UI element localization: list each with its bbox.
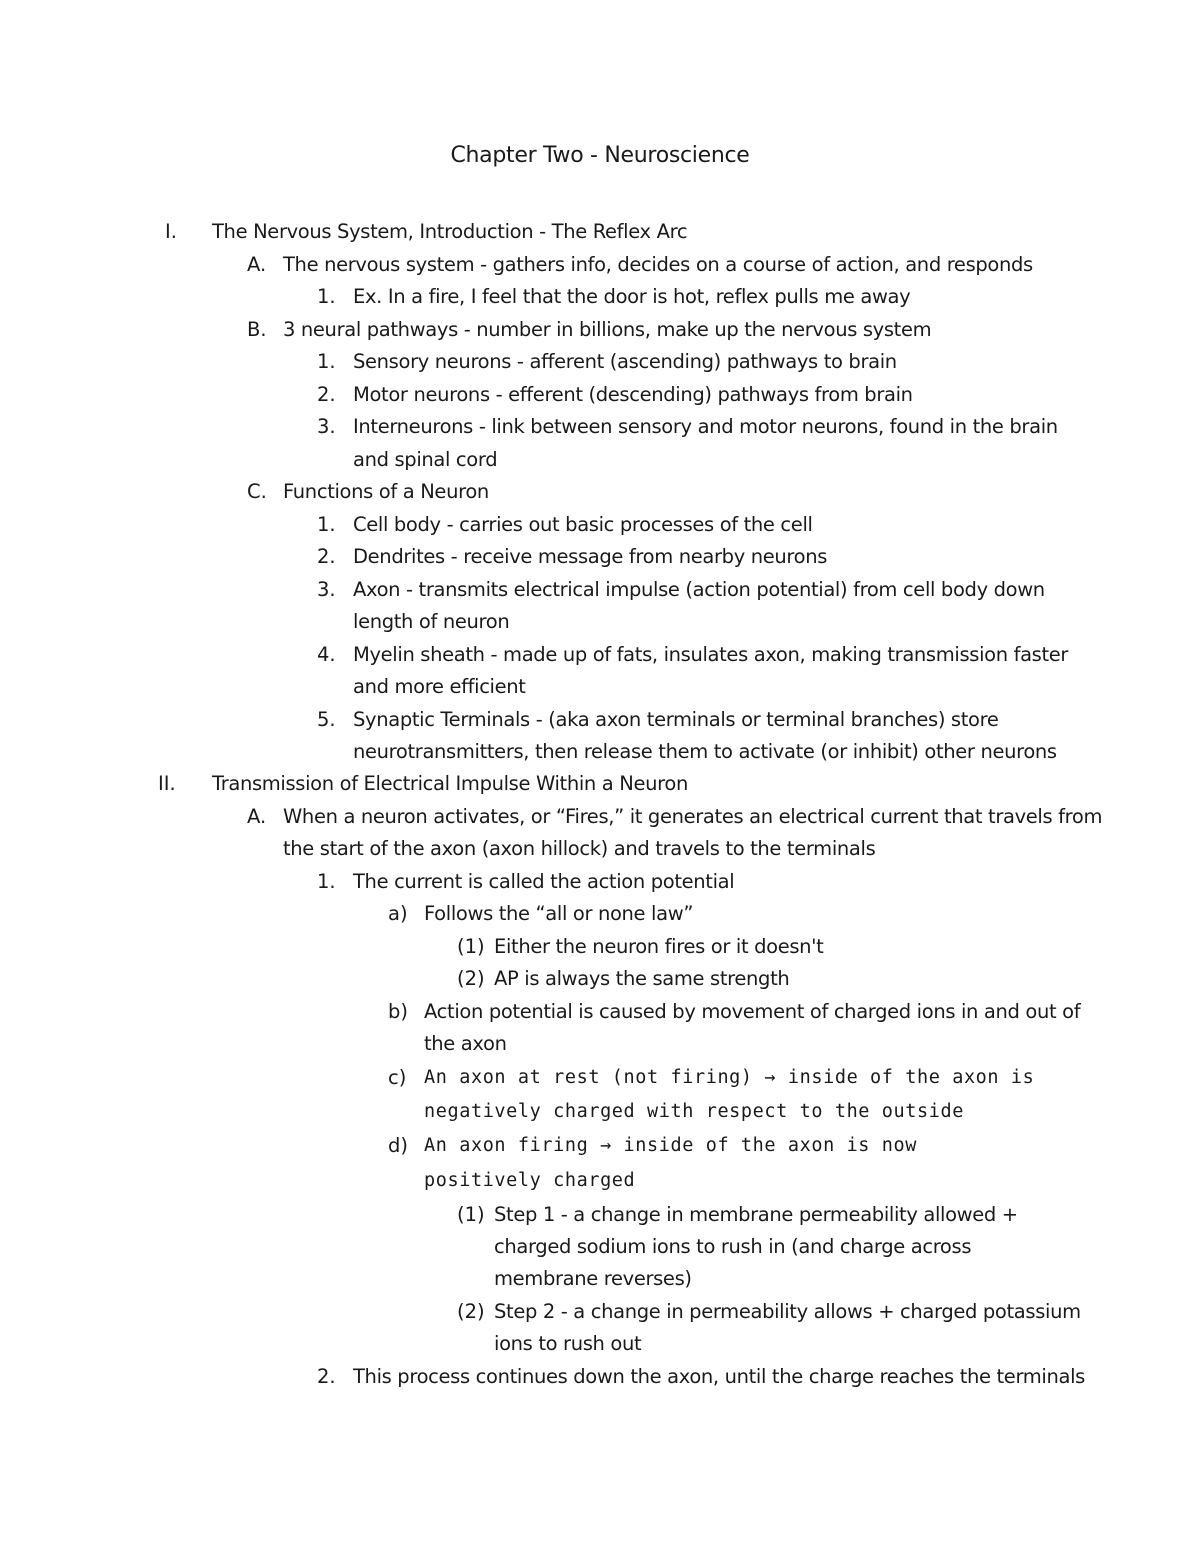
page-title: Chapter Two - Neuroscience: [450, 143, 750, 168]
outline-item: Cell body - carries out basic processes of the cell: [353, 513, 813, 536]
outline-marker: a): [388, 902, 408, 925]
outline-item: Motor neurons - efferent (descending) pathways from brain: [353, 383, 913, 406]
outline-marker: (1): [457, 1203, 485, 1226]
outline-item: An axon at rest (not firing) → inside of the axon is: [424, 1067, 1035, 1088]
outline-item: Interneurons - link between sensory and motor neurons, found in the brain: [353, 415, 1058, 438]
outline-item: Action potential is caused by movement of charged ions in and out of: [424, 1000, 1081, 1023]
outline-item: Step 1 - a change in membrane permeability allowed +: [494, 1203, 1018, 1226]
outline-item-continuation: positively charged: [424, 1170, 636, 1191]
outline-item-continuation: ions to rush out: [494, 1332, 642, 1355]
outline-marker: 1.: [317, 285, 336, 308]
outline-item-continuation: membrane reverses): [494, 1267, 692, 1290]
outline-item: Myelin sheath - made up of fats, insulates axon, making transmission faster: [353, 643, 1069, 666]
outline-marker: A.: [247, 253, 267, 276]
outline-marker: 1.: [317, 350, 336, 373]
outline-marker: 2.: [317, 1365, 336, 1388]
outline-item-continuation: neurotransmitters, then release them to activate (or inhibit) other neurons: [353, 740, 1057, 763]
outline-marker: c): [388, 1066, 407, 1089]
outline-item: 3 neural pathways - number in billions, make up the nervous system: [283, 318, 932, 341]
outline-marker: 4.: [317, 643, 336, 666]
outline-marker-i: I.: [165, 220, 177, 243]
outline-marker: 3.: [317, 578, 336, 601]
outline-item: Synaptic Terminals - (aka axon terminals or terminal branches) store: [353, 708, 999, 731]
outline-marker: d): [388, 1134, 408, 1157]
outline-marker: 3.: [317, 415, 336, 438]
outline-marker: 2.: [317, 383, 336, 406]
outline-item-continuation: and more efficient: [353, 675, 526, 698]
outline-item-continuation: and spinal cord: [353, 448, 498, 471]
outline-item: Sensory neurons - afferent (ascending) pathways to brain: [353, 350, 897, 373]
outline-marker: 2.: [317, 545, 336, 568]
outline-item-continuation: the axon: [424, 1032, 507, 1055]
outline-item: Functions of a Neuron: [283, 480, 489, 503]
outline-item: Step 2 - a change in permeability allows + charged potassium: [494, 1300, 1081, 1323]
outline-marker: A.: [247, 805, 267, 828]
outline-item: The nervous system - gathers info, decides on a course of action, and responds: [283, 253, 1033, 276]
outline-marker: (2): [457, 1300, 485, 1323]
outline-marker: 5.: [317, 708, 336, 731]
outline-item: Either the neuron fires or it doesn't: [494, 935, 824, 958]
outline-marker: (2): [457, 967, 485, 990]
outline-marker: B.: [247, 318, 267, 341]
outline-item: AP is always the same strength: [494, 967, 790, 990]
outline-item: An axon firing → inside of the axon is now: [424, 1135, 917, 1156]
outline-item: This process continues down the axon, until the charge reaches the terminals: [353, 1365, 1085, 1388]
outline-marker: b): [388, 1000, 408, 1023]
outline-item: Dendrites - receive message from nearby neurons: [353, 545, 828, 568]
outline-marker: 1.: [317, 870, 336, 893]
outline-item-continuation: length of neuron: [353, 610, 510, 633]
outline-marker: 1.: [317, 513, 336, 536]
outline-item: When a neuron activates, or “Fires,” it generates an electrical current that travels from: [283, 805, 1103, 828]
outline-item-continuation: the start of the axon (axon hillock) and travels to the terminals: [283, 837, 876, 860]
outline-marker: C.: [247, 480, 267, 503]
outline-item: Axon - transmits electrical impulse (action potential) from cell body down: [353, 578, 1045, 601]
outline-marker-ii: II.: [158, 772, 176, 795]
section-heading: The Nervous System, Introduction - The Reflex Arc: [212, 220, 688, 243]
outline-item: Ex. In a fire, I feel that the door is hot, reflex pulls me away: [353, 285, 911, 308]
outline-marker: (1): [457, 935, 485, 958]
outline-item: Follows the “all or none law”: [424, 902, 694, 925]
section-heading: Transmission of Electrical Impulse Within a Neuron: [212, 772, 688, 795]
outline-item-continuation: negatively charged with respect to the outside: [424, 1101, 964, 1122]
outline-item: The current is called the action potential: [353, 870, 735, 893]
outline-item-continuation: charged sodium ions to rush in (and charge across: [494, 1235, 972, 1258]
